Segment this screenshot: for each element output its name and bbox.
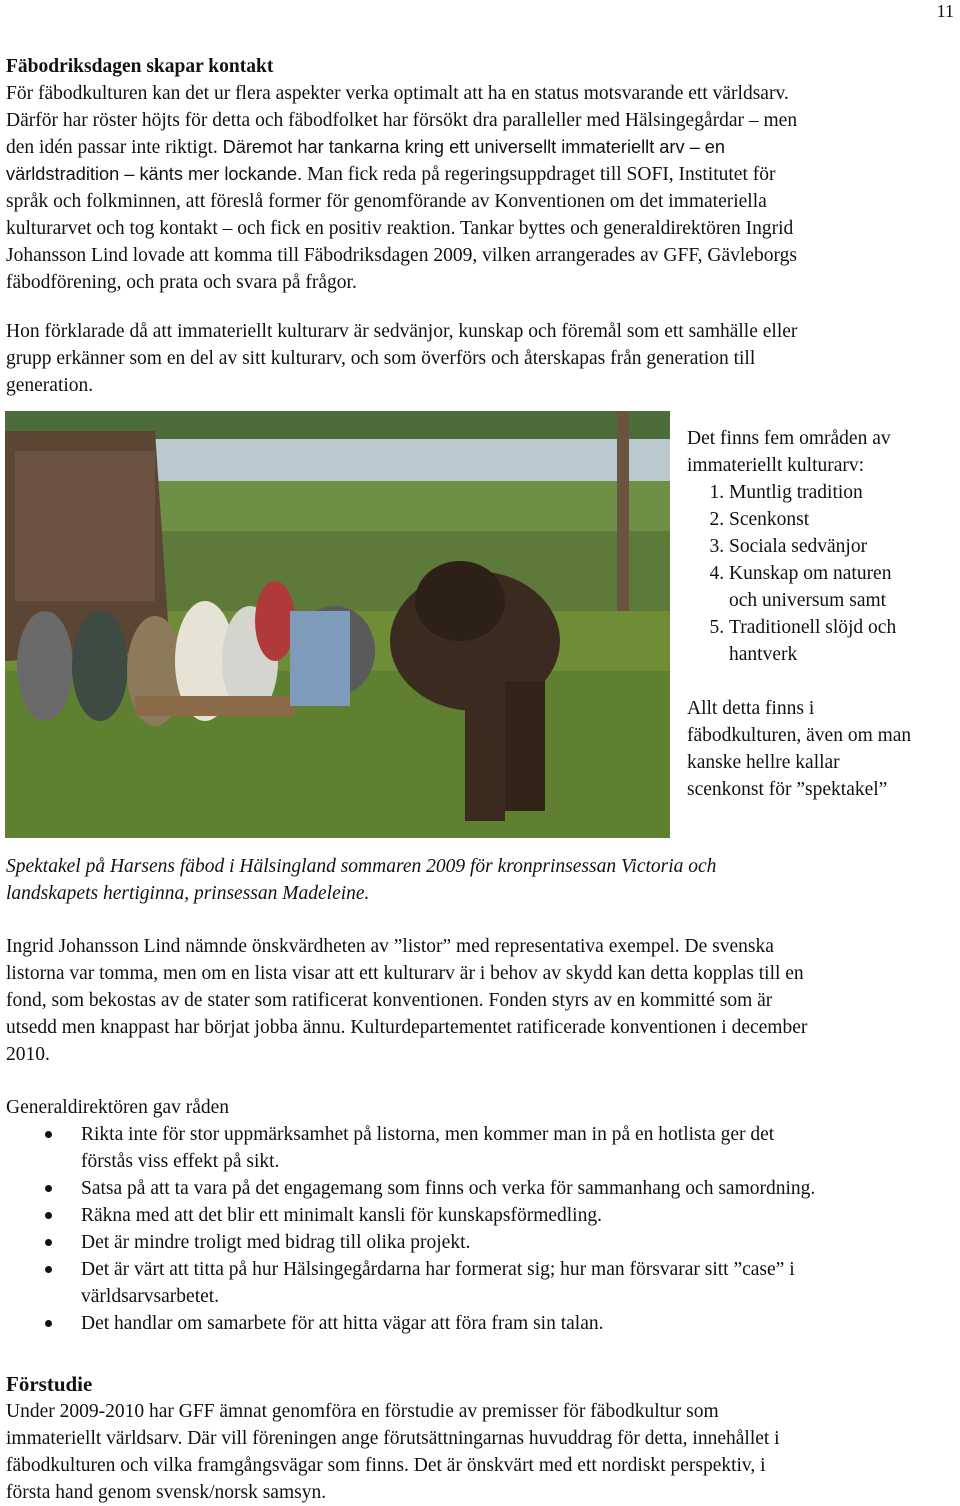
sidebar-intro-line: Det finns fem områden av [687,428,891,449]
bullet-item: Satsa på att ta vara på det engagemang som finns och verka för sammanhang och samordning. [81,1175,956,1202]
list-item: 5. Traditionell slöjd och hantverk [729,614,959,668]
advice-list [6,1121,956,1337]
forstudie-section [6,1371,956,1506]
page-number: 11 [936,1,954,21]
text-line: fäbodförening, och prata och svara på frågor. [6,272,357,293]
text-fragment-sans: Däremot har tankarna kring ett universellt immateriellt arv – en [222,137,726,157]
text-line: Johansson Lind lovade att komma till Fäbodriksdagen 2009, vilken arrangerades av GFF, Gävleborgs [6,245,797,266]
text-line: första hand genom svensk/norsk samsyn. [6,1482,327,1503]
bullet-item: Det handlar om samarbete för att hitta vägar att föra fram sin talan. [81,1310,956,1337]
text-line: För fäbodkulturen kan det ur flera aspekter verka optimalt att ha en status motsvarande ett världsarv. [6,83,789,104]
text-line: Hon förklarade då att immateriellt kulturarv är sedvänjor, kunskap och föremål som ett samhälle eller [6,321,798,342]
text-line: Därför har röster höjts för detta och fäbodfolket har försökt dra paralleller med Hälsingegårdar – men [6,110,798,131]
paragraph-2 [6,318,956,399]
text-line [6,134,956,161]
text-fragment: Man fick reda på regeringsuppdraget till SOFI, Institutet för [307,164,776,185]
bullet-item: Det är mindre troligt med bidrag till olika projekt. [81,1229,956,1256]
sidebar-closing-line: fäbodkulturen, även om man [687,725,912,746]
photo-illustration [5,411,670,838]
list-item: 1. Muntlig tradition [729,479,959,506]
event-photo [5,411,670,838]
advice-heading: Generaldirektören gav råden [6,1097,230,1118]
paragraph-1 [6,80,956,296]
text-line: språk och folkminnen, att föreslå former för genomförande av Konventionen om det immateriella [6,191,767,212]
text-line: 2010. [6,1044,50,1065]
forstudie-title: Förstudie [6,1372,93,1396]
bullet-item: Räkna med att det blir ett minimalt kansli för kunskapsförmedling. [81,1202,956,1229]
text-line: Under 2009-2010 har GFF ämnat genomföra en förstudie av premisser för fäbodkultur som [6,1401,719,1422]
paragraph-3 [6,933,956,1068]
bullet-item: Det är värt att titta på hur Hälsingegårdarna har formerat sig; hur man försvarar sitt ”case” i världsarvsarbetet. [81,1256,956,1310]
text-line: fäbodkulturen och vilka framgångsvägar som finns. Det är önskvärt med ett nordiskt perspektiv, i [6,1455,766,1476]
sidebar-text [687,425,959,803]
text-line: immateriellt världsarv. Där vill föreningen ange förutsättningarnas huvuddrag för detta, innehållet i [6,1428,780,1449]
text-line: generation. [6,375,94,396]
list-item: 3. Sociala sedvänjor [729,533,959,560]
heritage-list [687,479,959,668]
text-line: fond, som bekostas av de stater som ratificerat konventionen. Fonden styrs av en kommitté som är [6,990,773,1011]
list-item: 4. Kunskap om naturen och universum samt [729,560,959,614]
text-line [6,161,956,188]
section-faebodriksdagen [6,53,956,296]
text-line: utsedd men knappast har börjat jobba ännu. Kulturdepartementet ratificerade konventionen i december [6,1017,808,1038]
text-line: listorna var tomma, men om en lista visar att ett kulturarv är i behov av skydd kan detta kopplas till en [6,963,804,984]
bullet-item: Rikta inte för stor uppmärksamhet på listorna, men kommer man in på en hotlista ger det förstås viss effekt på sikt. [81,1121,956,1175]
section-title: Fäbodriksdagen skapar kontakt [6,56,274,77]
text-line: grupp erkänner som en del av sitt kulturarv, och som överförs och återskapas från generation till [6,348,756,369]
sidebar-closing-line: Allt detta finns i [687,698,815,719]
photo-caption: Spektakel på Harsens fäbod i Hälsingland sommaren 2009 för kronprinsessan Victoria och landskapets hertiginna, prinsessan Madeleine. [6,856,717,904]
text-line: Ingrid Johansson Lind nämnde önskvärdheten av ”listor” med representativa exempel. De svenska [6,936,774,957]
advice-section [6,1094,956,1337]
sidebar-closing-line: kanske hellre kallar [687,752,840,773]
text-fragment: den idén passar inte riktigt. [6,137,218,158]
text-fragment-sans: världstradition – känts mer lockande. [6,164,303,184]
text-line: kulturarvet och tog kontakt – och fick en positiv reaktion. Tankar byttes och generaldirektören Ingrid [6,218,794,239]
sidebar-intro-line: immateriellt kulturarv: [687,455,865,476]
sidebar-closing-line: scenkonst för ”spektakel” [687,779,888,800]
list-item: 2. Scenkonst [729,506,959,533]
